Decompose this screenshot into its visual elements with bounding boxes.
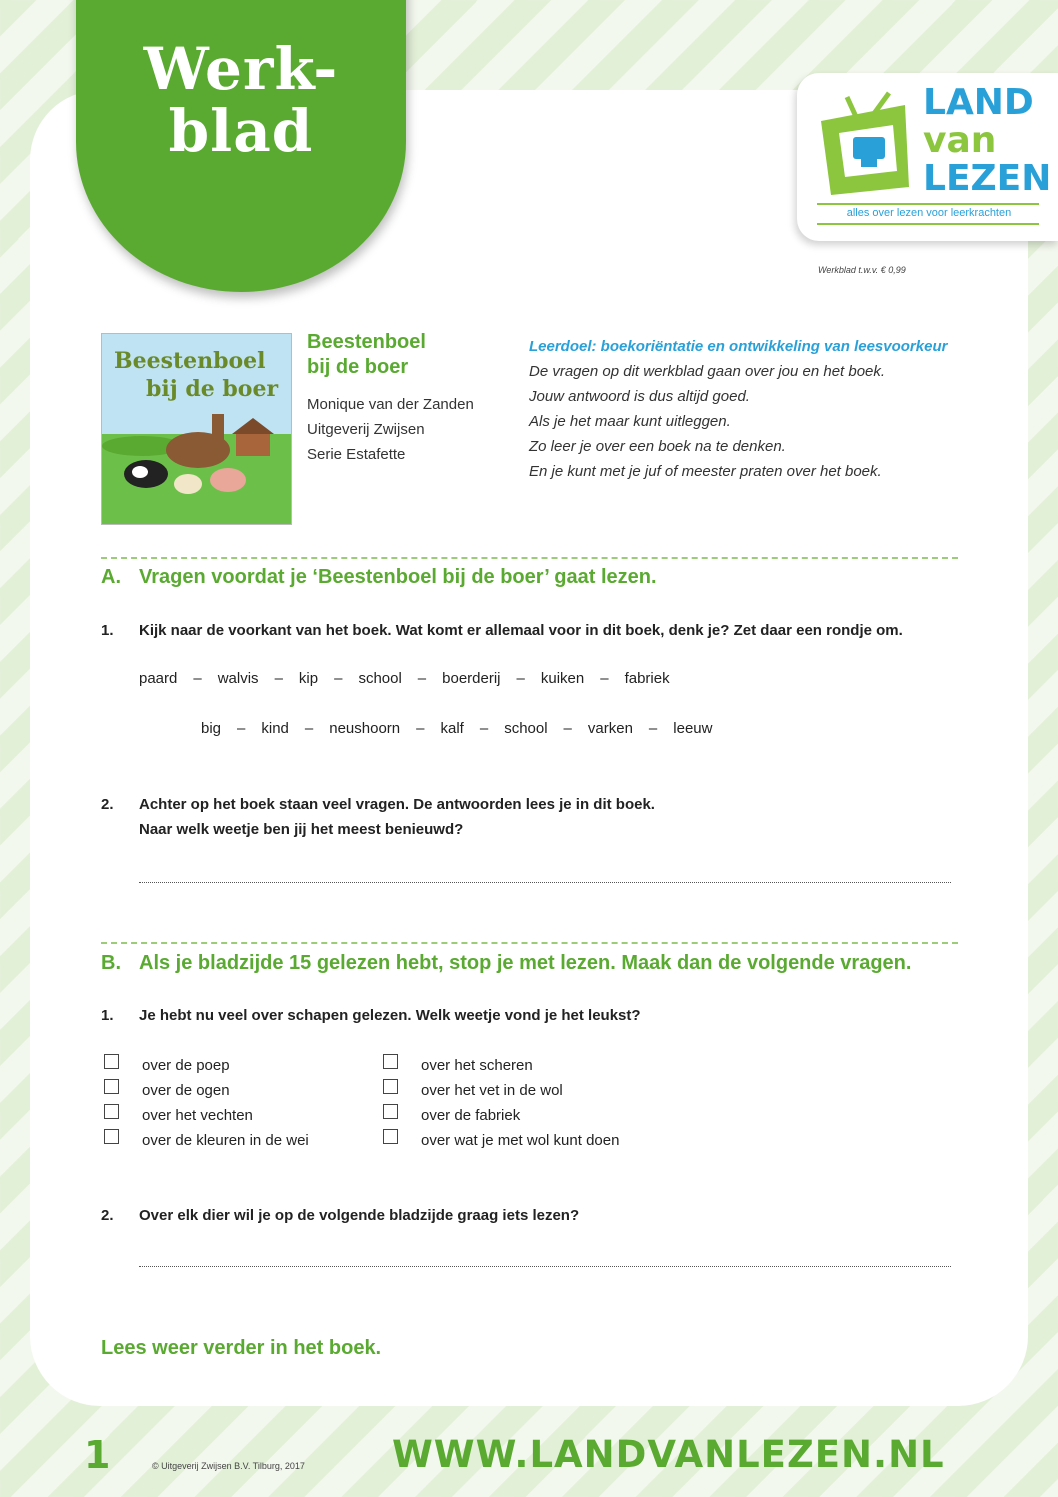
word-choice[interactable]: varken — [587, 720, 633, 737]
word-choices-row-2 — [201, 720, 712, 737]
option-row[interactable] — [104, 1126, 364, 1151]
logo-tagline: alles over lezen voor leerkrachten — [846, 207, 1012, 219]
answer-line-b2[interactable] — [139, 1266, 951, 1267]
checkbox[interactable] — [383, 1129, 398, 1144]
land-van-lezen-logo — [797, 73, 1058, 241]
tv-icon — [817, 91, 917, 196]
word-separator: – — [334, 670, 343, 687]
section-a-title — [101, 566, 657, 589]
learning-goal-line: Als je het maar kunt uitleggen. — [529, 413, 731, 430]
learning-goal-heading: Leerdoel: boekoriëntatie en ontwikkeling van leesvoorkeur — [529, 338, 948, 355]
options-left — [104, 1051, 364, 1151]
option-row[interactable] — [104, 1051, 364, 1076]
word-choice[interactable]: kip — [298, 670, 319, 687]
question-number: 2. — [101, 1207, 114, 1224]
option-label: over het vechten — [142, 1107, 253, 1124]
cover-title-line-2: bij de boer — [146, 376, 279, 402]
badge-line-1: Werk- — [143, 35, 339, 103]
question-text: Je hebt nu veel over schapen gelezen. Welk weetje vond je het leukst? — [139, 1007, 641, 1024]
word-choice[interactable]: school — [358, 670, 402, 687]
book-title-line-2: bij de boer — [307, 356, 409, 378]
word-separator: – — [274, 670, 283, 687]
word-separator: – — [304, 720, 314, 737]
checkbox[interactable] — [383, 1054, 398, 1069]
word-choice[interactable]: leeuw — [673, 720, 713, 737]
logo-word-lezen: LEZEN — [923, 158, 1052, 199]
copyright-notice: © Uitgeverij Zwijsen B.V. Tilburg, 2017 — [152, 1461, 305, 1471]
checkbox[interactable] — [383, 1079, 398, 1094]
book-publisher: Uitgeverij Zwijsen — [307, 421, 425, 438]
option-label: over de kleuren in de wei — [142, 1132, 309, 1149]
question-text: Naar welk weetje ben jij het meest benieuwd? — [139, 821, 464, 838]
checkbox[interactable] — [383, 1104, 398, 1119]
option-row[interactable] — [104, 1101, 364, 1126]
checkbox[interactable] — [104, 1079, 119, 1094]
options-right — [383, 1051, 683, 1151]
price-note: Werkblad t.w.v. € 0,99 — [818, 265, 906, 275]
word-separator: – — [416, 720, 425, 737]
word-choice[interactable]: neushoorn — [329, 720, 401, 737]
question-text: Over elk dier wil je op de volgende bladzijde graag iets lezen? — [139, 1207, 580, 1224]
book-cover-image — [102, 334, 291, 524]
logo-word-land: LAND — [923, 82, 1034, 123]
logo-word-van: van — [923, 120, 997, 161]
option-label: over het scheren — [421, 1057, 533, 1074]
checkbox[interactable] — [104, 1104, 119, 1119]
question-number: 1. — [101, 1007, 114, 1024]
word-separator: – — [479, 720, 489, 737]
question-number: 2. — [101, 796, 114, 813]
section-b-title — [101, 952, 911, 975]
word-choice[interactable]: school — [504, 720, 548, 737]
learning-goal-line: De vragen op dit werkblad gaan over jou en het boek. — [529, 363, 886, 380]
option-label: over de ogen — [142, 1082, 230, 1099]
book-author: Monique van der Zanden — [307, 396, 474, 413]
option-row[interactable] — [383, 1051, 683, 1076]
word-separator: – — [600, 670, 609, 687]
question-text: Achter op het boek staan veel vragen. De antwoorden lees je in dit boek. — [139, 796, 655, 813]
word-choice[interactable]: kuiken — [540, 670, 585, 687]
word-separator: – — [516, 670, 525, 687]
option-label: over de poep — [142, 1057, 230, 1074]
word-separator: – — [193, 670, 202, 687]
section-a-divider — [101, 557, 958, 559]
word-choice[interactable]: big — [201, 720, 222, 737]
badge-line-2: blad — [168, 97, 314, 165]
word-separator: – — [237, 720, 246, 737]
logo-line-top — [817, 203, 1039, 205]
word-separator: – — [648, 720, 658, 737]
checkbox[interactable] — [104, 1129, 119, 1144]
word-choice[interactable]: boerderij — [442, 670, 501, 687]
word-separator: – — [417, 670, 427, 687]
learning-goal-line: Jouw antwoord is dus altijd goed. — [529, 388, 750, 405]
word-choice[interactable]: walvis — [217, 670, 259, 687]
word-choices-row-1 — [139, 670, 670, 687]
question-number: 1. — [101, 622, 114, 639]
option-row[interactable] — [383, 1101, 683, 1126]
website-link[interactable]: WWW.LANDVANLEZEN.NL — [392, 1433, 945, 1476]
learning-goal-line: Zo leer je over een boek na te denken. — [529, 438, 786, 455]
closing-instruction: Lees weer verder in het boek. — [101, 1337, 382, 1359]
learning-goal — [529, 334, 947, 484]
option-label: over het vet in de wol — [421, 1082, 563, 1099]
book-info — [307, 330, 474, 467]
section-a-letter: A. — [101, 566, 121, 588]
word-choice[interactable]: kind — [261, 720, 289, 737]
option-label: over wat je met wol kunt doen — [421, 1132, 620, 1149]
badge-title — [76, 35, 406, 165]
word-separator: – — [563, 720, 572, 737]
section-a-title-text: Vragen voordat je ‘Beestenboel bij de boer’ gaat lezen. — [139, 566, 657, 588]
question-text: Kijk naar de voorkant van het boek. Wat komt er allemaal voor in dit boek, denk je? Zet daar een rondje om. — [139, 622, 903, 639]
word-choice[interactable]: paard — [139, 670, 178, 687]
section-b-divider — [101, 942, 958, 944]
learning-goal-line: En je kunt met je juf of meester praten over het boek. — [529, 463, 882, 480]
book-title-line-1: Beestenboel — [307, 331, 426, 353]
book-cover — [101, 333, 292, 525]
book-series: Serie Estafette — [307, 446, 406, 463]
word-choice[interactable]: kalf — [440, 720, 464, 737]
word-choice[interactable]: fabriek — [624, 670, 670, 687]
checkbox[interactable] — [104, 1054, 119, 1069]
page-number: 1 — [84, 1433, 111, 1477]
answer-line-a2[interactable] — [139, 882, 951, 883]
option-label: over de fabriek — [421, 1107, 521, 1124]
logo-line-bottom — [817, 223, 1039, 225]
option-row[interactable] — [104, 1076, 364, 1101]
cover-title-line-1: Beestenboel — [114, 348, 266, 374]
werkblad-badge — [76, 0, 406, 292]
option-row[interactable] — [383, 1076, 683, 1101]
option-row[interactable] — [383, 1126, 683, 1151]
section-b-letter: B. — [101, 952, 121, 974]
section-b-title-text: Als je bladzijde 15 gelezen hebt, stop je met lezen. Maak dan de volgende vragen. — [139, 952, 912, 974]
